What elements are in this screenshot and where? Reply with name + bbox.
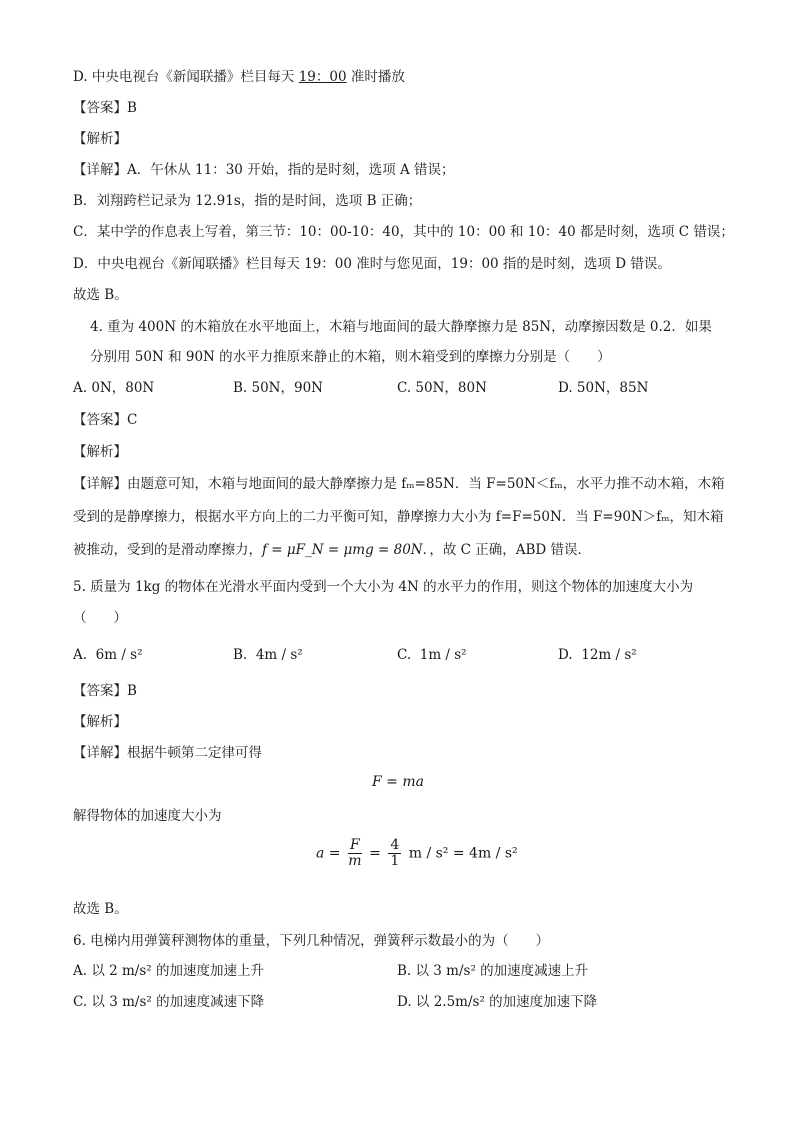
q5-option-b	[233, 646, 303, 664]
q3-detail-line: D．中央电视台《新闻联播》栏目每天 19：00 准时与您见面，19：00 指的是时刻，选项 D 错误。	[73, 256, 671, 272]
q4-option-b: B. 50N，90N	[233, 380, 323, 396]
q3-detail-line: C．某中学的作息表上写着，第三节：10：00-10：40，其中的 10：00 和 10：40 都是时刻，选项 C 错误；	[73, 224, 734, 240]
q4-stem-continued: 分别用 50N 和 90N 的水平力推原来静止的木箱，则木箱受到的摩擦力分别是（ ）	[90, 349, 611, 365]
q3-option-d-suffix: 准时播放	[346, 69, 405, 85]
q5-option-a-value: 6m / s²	[95, 647, 143, 663]
fraction-denominator: 1	[390, 853, 400, 869]
q5-newton-formula: F = ma	[372, 774, 424, 790]
q4-friction-formula: f = μF_N = μmg = 80N	[262, 542, 423, 558]
fraction-4-over-1	[388, 838, 401, 869]
q6-option-d: D. 以 2.5m/s² 的加速度加速下降	[397, 994, 598, 1010]
q6-option-b: B. 以 3 m/s² 的加速度减速上升	[397, 963, 589, 979]
q5-option-b-label: B.	[233, 647, 248, 663]
q5-option-c	[397, 646, 467, 664]
q4-analysis-heading: 【解析】	[73, 444, 127, 460]
q5-option-d-label: D.	[558, 647, 573, 663]
q4-option-c: C. 50N，80N	[397, 380, 487, 396]
q5-stem: 5. 质量为 1kg 的物体在光滑水平面内受到一个大小为 4N 的水平力的作用，则这个物体的加速度大小为	[73, 579, 694, 595]
q3-conclusion: 故选 B。	[73, 287, 128, 303]
q5-conclusion: 故选 B。	[73, 901, 128, 917]
q3-answer: 【答案】B	[73, 100, 137, 116]
formula-rhs: m / s² = 4m / s²	[408, 845, 518, 862]
q3-option-d-underlined: 19：00	[298, 69, 347, 85]
q3-analysis-heading: 【解析】	[73, 131, 127, 147]
q6-option-a: A. 以 2 m/s² 的加速度加速上升	[73, 963, 264, 979]
q3-detail-line: B．刘翔跨栏记录为 12.91s，指的是时间，选项 B 正确；	[73, 193, 422, 209]
fraction-f-over-m	[348, 838, 362, 869]
q3-option-d	[73, 68, 405, 86]
q4-detail-line	[73, 541, 591, 559]
q4-answer: 【答案】C	[73, 412, 138, 428]
q5-option-d	[558, 646, 637, 664]
q5-option-c-label: C.	[397, 647, 412, 663]
formula-lhs: a =	[316, 845, 341, 862]
q5-stem-continued: （ ）	[73, 610, 127, 626]
q5-answer: 【答案】B	[73, 683, 137, 699]
q5-acceleration-formula	[316, 838, 518, 869]
q5-detail-line: 【详解】根据牛顿第二定律可得	[73, 745, 262, 761]
fraction-numerator: F	[349, 837, 360, 853]
q5-option-b-value: 4m / s²	[255, 647, 303, 663]
q4-option-d: D. 50N，85N	[558, 380, 649, 396]
q6-option-c: C. 以 3 m/s² 的加速度减速下降	[73, 994, 265, 1010]
q5-detail-line: 解得物体的加速度大小为	[73, 808, 222, 824]
q6-stem: 6. 电梯内用弹簧秤测物体的重量，下列几种情况，弹簧秤示数最小的为（ ）	[73, 933, 550, 949]
fraction-numerator: 4	[390, 837, 400, 853]
q3-detail-line: 【详解】A．午休从 11：30 开始，指的是时刻，选项 A 错误；	[73, 162, 455, 178]
fraction-denominator: m	[348, 853, 362, 869]
q5-option-d-value: 12m / s²	[581, 647, 637, 663]
q4-detail-line: 受到的是静摩擦力，根据水平方向上的二力平衡可知，静摩擦力大小为 f=F=50N．当 F=90N＞fₘ，知木箱	[73, 509, 724, 525]
q4-stem: 4. 重为 400N 的木箱放在水平地面上，木箱与地面间的最大静摩擦力是 85N，动摩擦因数是 0.2．如果	[90, 319, 712, 335]
q4-detail-suffix: ．，故 C 正确，ABD 错误．	[422, 542, 592, 558]
q5-analysis-heading: 【解析】	[73, 714, 127, 730]
q5-option-a-label: A.	[73, 647, 88, 663]
q3-option-d-prefix: D. 中央电视台《新闻联播》栏目每天	[73, 69, 299, 85]
q4-detail-line: 【详解】由题意可知，木箱与地面间的最大静摩擦力是 fₘ=85N．当 F=50N＜fₘ，水平力推不动木箱，木箱	[73, 476, 725, 492]
q5-option-a	[73, 646, 143, 664]
q4-detail-prefix: 被推动，受到的是滑动摩擦力，	[73, 542, 262, 558]
formula-equals: =	[369, 845, 381, 862]
q5-option-c-value: 1m / s²	[419, 647, 467, 663]
q4-option-a: A. 0N，80N	[73, 380, 155, 396]
